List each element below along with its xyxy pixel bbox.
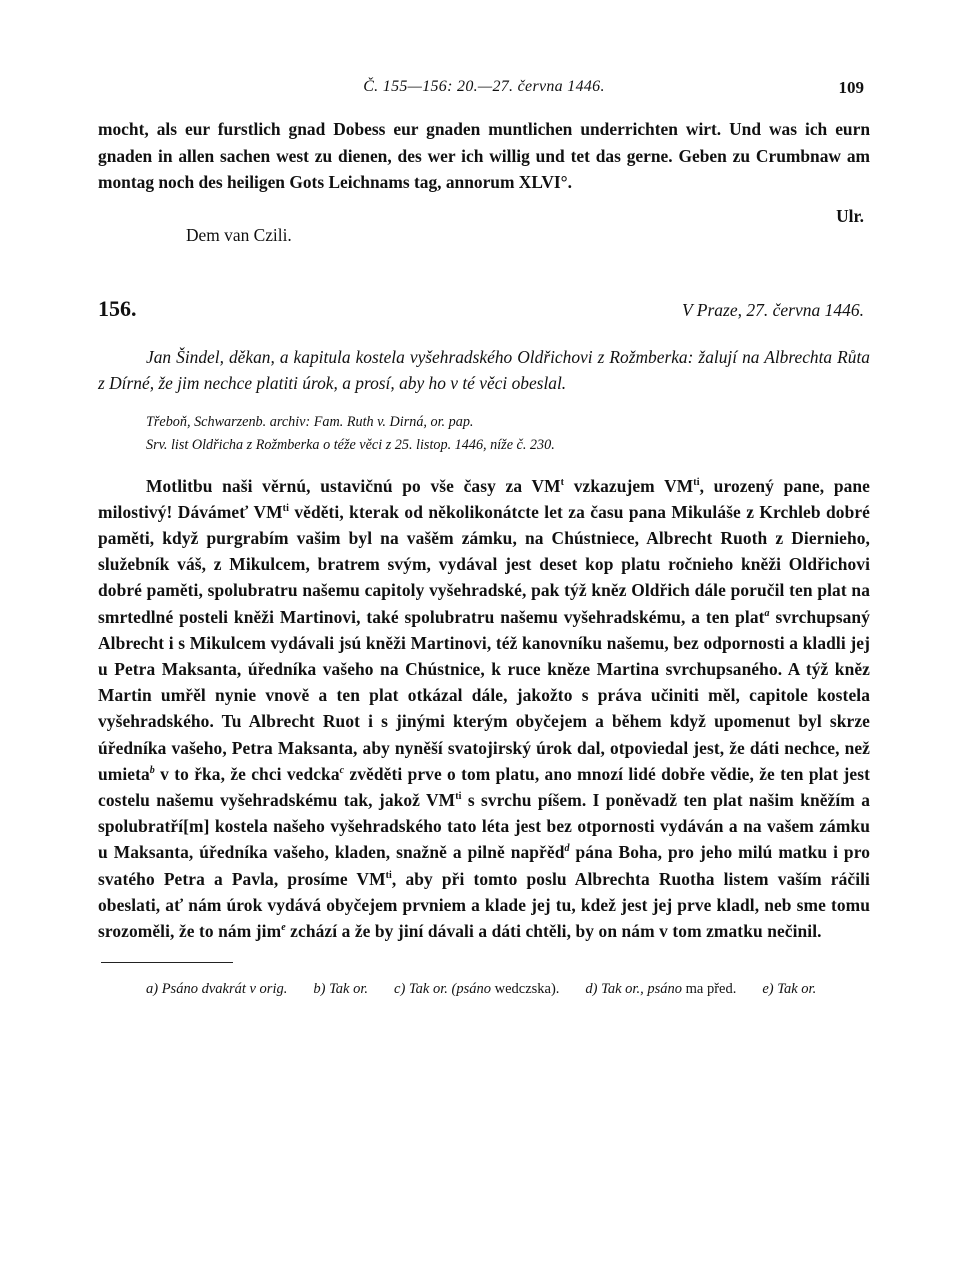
- document-heading: [98, 296, 870, 322]
- addressee: Dem van Czili.: [186, 224, 292, 245]
- footnote-d-text: ma před.: [681, 980, 737, 997]
- body-segment: svrchupsaný Albrecht i s Mikulcem vydávali jsú kněži Martinovi, též kanovníku našemu, bez odpornosti a kladli jej u Petra Maksanta, úředníka vašeho na Chústnice, k ruce kněze Martina svrchupsaného. A týž kněz Martin umřěl nynie vnově a ten plat otkázal dále, jakožto s práva učiniti měl, capitole kostela vyšehradského. Tu Albrecht Ruot i s jinými kterým obyčejem a během když upomenut byl skrze úředníka vašeho, Petra Maksanta, aby nyněší svatojirský úrok dal, otpoviedal jest, že dáti nechce, než umieta: [98, 606, 870, 784]
- running-title: Č. 155—156: 20.—27. června 1446.: [363, 78, 605, 95]
- body-segment: , urozený pane, pane milostivý! Dávámeť VM: [98, 475, 870, 522]
- document-body: [98, 473, 870, 945]
- body-segment: zvěděti prve o tom platu, ano mnozí lidé dobře vědie, že ten plat jest costelu našemu vyšehradskému tak, jakož VM: [98, 763, 870, 810]
- body-segment: vzkazujem VM: [564, 475, 694, 496]
- footnote-e: e) Tak or.: [762, 980, 817, 997]
- document-page: [98, 78, 870, 1001]
- footnote-a: a) Psáno dvakrát v orig.: [146, 980, 288, 997]
- body-segment: Motlitbu naši věrnú, ustavičnú po vše časy za VM: [146, 475, 561, 496]
- footnote-marker: c: [339, 764, 345, 776]
- body-segment: zchází a že by jiní dávali a dáti chtěli, by on nám v tom zmatku nečinil.: [285, 920, 822, 941]
- footnote-divider: [101, 962, 233, 963]
- superscript: ti: [282, 502, 289, 514]
- archival-source: Třeboň, Schwarzenb. archiv: Fam. Ruth v. Dirná, or. pap.: [146, 413, 474, 430]
- footnote-c: [394, 981, 559, 997]
- superscript: ti: [385, 869, 392, 881]
- superscript: ti: [455, 791, 462, 803]
- footnotes: [98, 977, 870, 1001]
- superscript: ti: [693, 476, 700, 488]
- page-number: 109: [838, 78, 864, 97]
- footnote-d: [585, 981, 736, 997]
- footnote-b: b) Tak or.: [313, 980, 369, 997]
- document-regest: Jan Šindel, děkan, a kapitula kostela vyšehradského Oldřichovi z Rožmberka: žalují na Albrechta Růta z Dírné, že jim nechce platiti úrok, a prosí, aby ho v té věci obeslal.: [98, 346, 870, 393]
- body-segment: pána Boha, pro jeho milú matku i pro svatého Petra a Pavla, prosíme VM: [98, 842, 870, 889]
- body-segment: v to řka, že chci vedcka: [154, 763, 340, 784]
- document-number: 156.: [98, 295, 137, 321]
- footnote-marker: a: [764, 607, 770, 619]
- footnote-c-label: c) Tak or. (psáno: [394, 980, 491, 997]
- superscript: t: [560, 476, 565, 488]
- body-segment: věděti, kterak od několikonátcte let za času pana Mikuláše z Krchleb dobré paměti, když purgrabím vašim byl na vašěm zámku, na Chústniece, Albrecht Ruoth z Diernieho, služebník váš, z Mikulcem, bratrem svým, vydával jest deset kop platu ročnieho kněži Oldřichovi dobré paměti, spolubratru našemu capitoly vyšehradské, pak týž kněz Oldřich dále poručil ten plat na smrtedlné posteli kněži Martinovi, také spolubratru našemu vyšehradskému, a ten plat: [98, 501, 870, 627]
- previous-document-text: mocht, als eur furstlich gnad Dobess eur gnaden muntlichen underrichten wirt. Und was ich eurn gnaden in allen sachen west zu dienen, des wer ich willig und tet das gerne. Geben zu Crumbnaw am montag noch des heiligen Gots Leichnams tag, annorum XLVI°.: [98, 119, 870, 192]
- body-segment: s svrchu píšem. I poněvadž ten plat našim kněžím a spolubratří[m] kostela našeho vyšehradského tato léta jest bez otpornosti vydáván a na vašem zámku u Maksanta, úředníka vašeho, kladen, snažně a pilně napřěd: [98, 789, 871, 863]
- cross-reference: Srv. list Oldřicha z Rožmberka o téže věci z 25. listop. 1446, níže č. 230.: [146, 436, 555, 453]
- body-segment: , aby při tomto poslu Albrechta Ruotha listem vaším ráčili obeslati, ať nám úrok vydává obyčejem prvniem a klade jej tu, kdež jest jej prve kladl, neb sme tomu srozoměli, že to nám jim: [98, 868, 870, 941]
- footnote-d-label: d) Tak or., psáno: [585, 980, 682, 997]
- footnote-marker: b: [149, 764, 155, 776]
- running-header: [98, 78, 870, 102]
- footnote-marker: d: [564, 843, 570, 855]
- footnote-marker: e: [281, 922, 286, 934]
- source-notes: [98, 411, 870, 457]
- footnote-c-text: wedczska).: [490, 980, 560, 997]
- signature: Ulr.: [836, 205, 864, 226]
- document-place-date: V Praze, 27. června 1446.: [682, 299, 864, 320]
